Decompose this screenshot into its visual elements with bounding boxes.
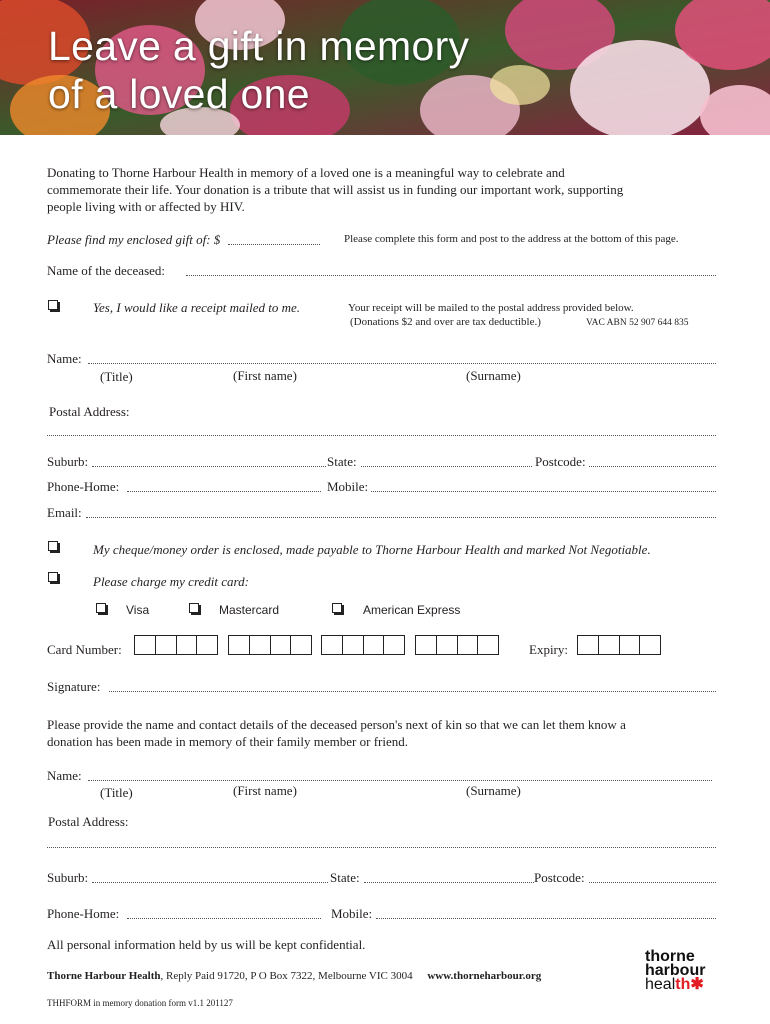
- expiry-label: Expiry:: [529, 642, 568, 657]
- donor-phone-field[interactable]: [127, 491, 321, 492]
- nok-first-name-hint: (First name): [233, 783, 297, 798]
- thorne-harbour-logo: [645, 950, 705, 992]
- donor-name-field[interactable]: [88, 363, 716, 364]
- cheque-checkbox[interactable]: [48, 541, 58, 551]
- nok-postal-field[interactable]: [47, 847, 716, 848]
- receipt-checkbox[interactable]: [48, 300, 58, 310]
- card-number-group-3[interactable]: [321, 635, 405, 655]
- logo-line-3a: heal: [645, 976, 676, 993]
- mastercard-checkbox[interactable]: [189, 603, 199, 613]
- nok-state-label: State:: [330, 870, 360, 885]
- surname-hint: (Surname): [466, 368, 521, 383]
- credit-card-label: Please charge my credit card:: [93, 574, 249, 589]
- website-link[interactable]: www.thorneharbour.org: [427, 970, 542, 982]
- receipt-note-2: (Donations $2 and over are tax deductible.): [350, 316, 541, 328]
- form-id: THHFORM in memory donation form v1.1 201127: [47, 998, 233, 1008]
- title-line-2: of a loved one: [48, 71, 310, 117]
- first-name-hint: (First name): [233, 368, 297, 383]
- donor-phone-label: Phone-Home:: [47, 479, 120, 494]
- page-title: [48, 22, 469, 118]
- donor-mobile-field[interactable]: [371, 491, 716, 492]
- intro-line: people living with or affected by HIV.: [47, 199, 245, 214]
- donor-suburb-label: Suburb:: [47, 454, 89, 469]
- donor-postcode-field[interactable]: [589, 466, 716, 467]
- postal-address: , Reply Paid 91720, P O Box 7322, Melbourne VIC 3004: [160, 970, 413, 982]
- nok-postcode-label: Postcode:: [534, 870, 585, 885]
- nok-phone-field[interactable]: [127, 918, 321, 919]
- donor-email-field[interactable]: [86, 517, 716, 518]
- nok-title-hint: (Title): [100, 785, 133, 800]
- gift-label: Please find my enclosed gift of: $: [47, 232, 221, 247]
- signature-label: Signature:: [47, 679, 101, 694]
- footer-address: [47, 970, 541, 982]
- donor-state-field[interactable]: [361, 466, 532, 467]
- amex-checkbox[interactable]: [332, 603, 342, 613]
- nok-surname-hint: (Surname): [466, 783, 521, 798]
- nok-state-field[interactable]: [364, 882, 534, 883]
- card-number-group-1[interactable]: [134, 635, 218, 655]
- confidential-note: All personal information held by us will be kept confidential.: [47, 937, 366, 952]
- receipt-note-1: Your receipt will be mailed to the postal address provided below.: [348, 302, 634, 314]
- title-hint: (Title): [100, 369, 133, 384]
- nok-intro-line: donation has been made in memory of their family member or friend.: [47, 734, 408, 749]
- amex-label: American Express: [363, 603, 461, 617]
- donor-name-label: Name:: [47, 351, 82, 366]
- org-name: Thorne Harbour Health: [47, 970, 161, 982]
- intro-line: commemorate their life. Your donation is a tribute that will assist us in funding our important work, supporting: [47, 182, 624, 197]
- cheque-label: My cheque/money order is enclosed, made payable to Thorne Harbour Health and marked Not Negotiable.: [93, 542, 651, 557]
- header-banner: [0, 0, 770, 135]
- nok-name-label: Name:: [47, 768, 82, 783]
- visa-label: Visa: [126, 603, 150, 617]
- abn-text: VAC ABN 52 907 644 835: [586, 318, 689, 328]
- gift-instruction: Please complete this form and post to the address at the bottom of this page.: [344, 233, 679, 245]
- donor-postal-field[interactable]: [47, 435, 716, 436]
- credit-card-checkbox[interactable]: [48, 572, 58, 582]
- logo-line-2: harbour: [645, 962, 706, 979]
- nok-suburb-field[interactable]: [92, 882, 328, 883]
- receipt-label: Yes, I would like a receipt mailed to me.: [93, 300, 301, 315]
- nok-intro-line: Please provide the name and contact details of the deceased person's next of kin so that we can let them know a: [47, 717, 626, 732]
- card-number-label: Card Number:: [47, 642, 122, 657]
- donor-mobile-label: Mobile:: [327, 479, 369, 494]
- signature-field[interactable]: [109, 691, 716, 692]
- deceased-label: Name of the deceased:: [47, 263, 166, 278]
- nok-postcode-field[interactable]: [589, 882, 716, 883]
- mastercard-label: Mastercard: [219, 603, 280, 617]
- card-number-group-4[interactable]: [415, 635, 499, 655]
- intro-line: Donating to Thorne Harbour Health in memory of a loved one is a meaningful way to celebrate and: [47, 165, 565, 180]
- deceased-name-field[interactable]: [186, 275, 716, 276]
- logo-line-1: thorne: [645, 948, 695, 965]
- nok-mobile-label: Mobile:: [331, 906, 373, 921]
- nok-suburb-label: Suburb:: [47, 870, 89, 885]
- intro-paragraph: [47, 164, 623, 215]
- card-number-group-2[interactable]: [228, 635, 312, 655]
- nok-postal-label: Postal Address:: [48, 814, 129, 829]
- donor-suburb-field[interactable]: [92, 466, 326, 467]
- logo-line-3b: th: [675, 976, 691, 993]
- title-line-1: Leave a gift in memory: [48, 23, 470, 69]
- asterisk-icon: ✱: [690, 976, 704, 993]
- donor-postcode-label: Postcode:: [535, 454, 586, 469]
- expiry-field[interactable]: [577, 635, 661, 655]
- donor-email-label: Email:: [47, 505, 82, 520]
- next-of-kin-intro: [47, 716, 626, 750]
- donor-postal-label: Postal Address:: [49, 404, 130, 419]
- nok-mobile-field[interactable]: [376, 918, 716, 919]
- nok-name-field[interactable]: [88, 780, 712, 781]
- gift-amount-field[interactable]: [228, 244, 320, 245]
- donor-state-label: State:: [327, 454, 357, 469]
- nok-phone-label: Phone-Home:: [47, 906, 120, 921]
- visa-checkbox[interactable]: [96, 603, 106, 613]
